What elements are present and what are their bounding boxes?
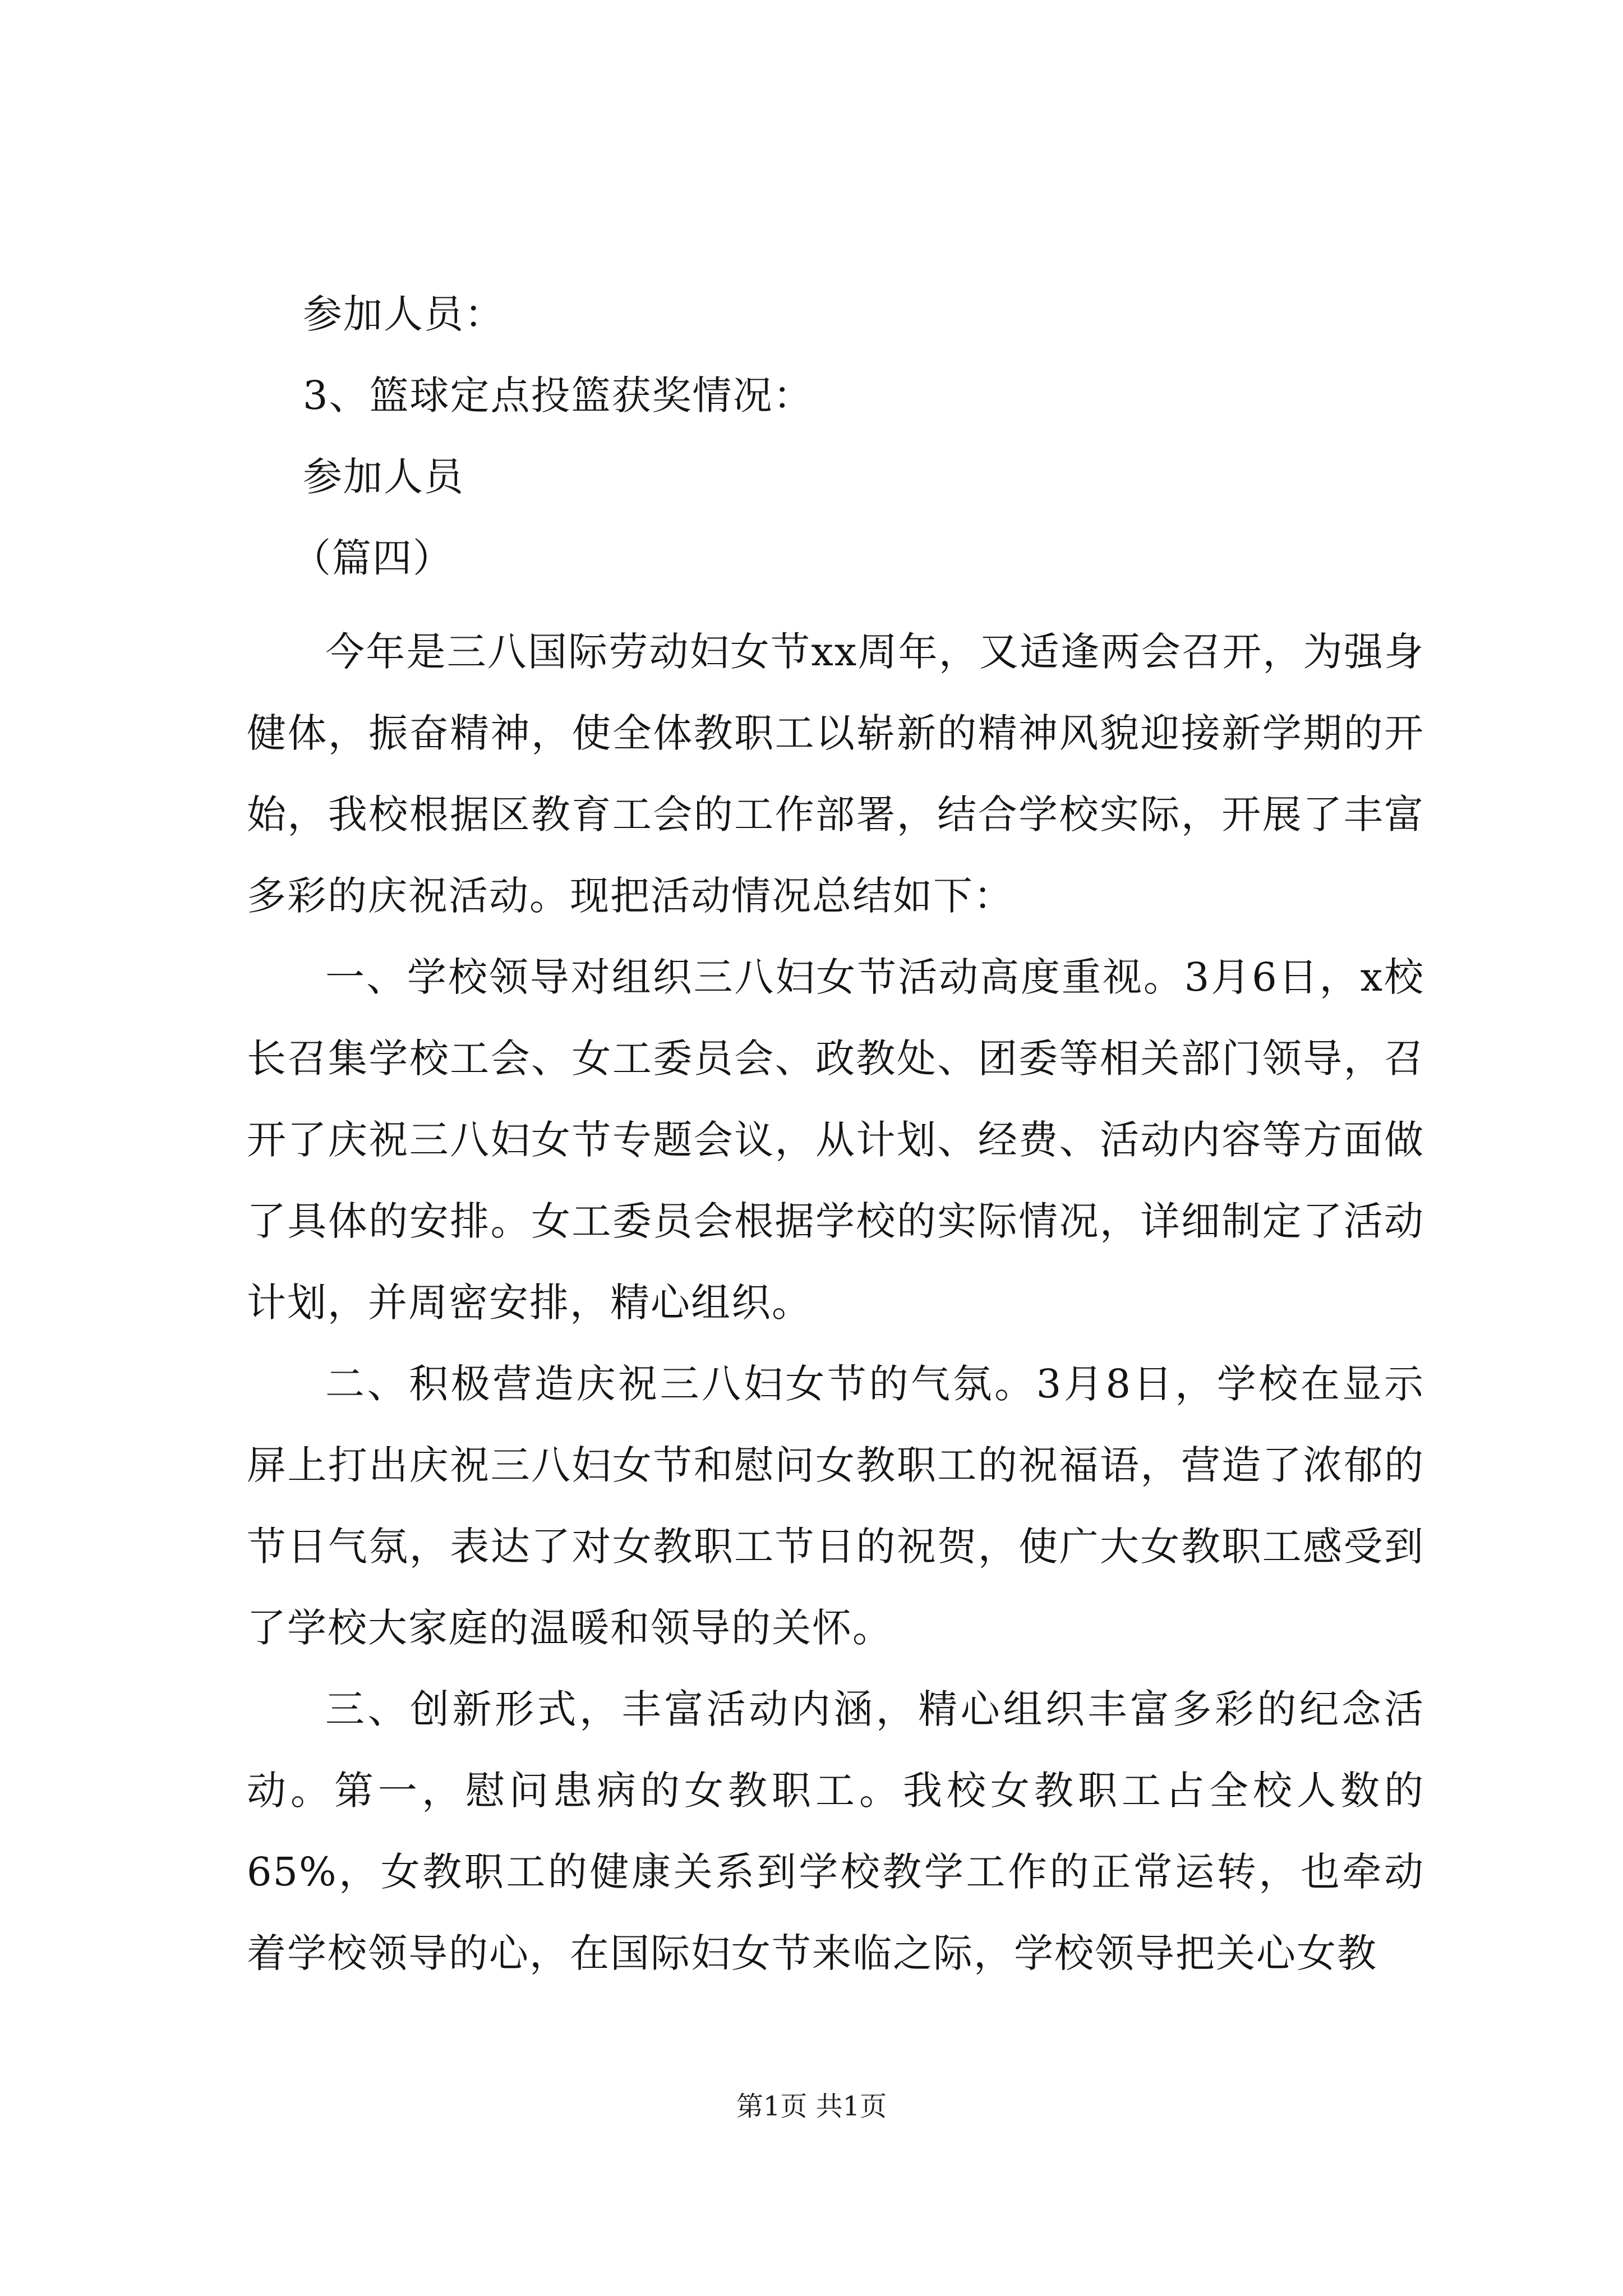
participants-line-1: 参加人员： — [303, 291, 505, 337]
document-body — [247, 286, 1424, 1994]
paragraph-section-two: 二、积极营造庆祝三八妇女节的气氛。3月8日，学校在显示屏上打出庆祝三八妇女节和慰问女教职工的祝福语，营造了浓郁的节日气氛，表达了对女教职工节日的祝贺，使广大女教职工感受到了学校大家庭的温暖和领导的关怀。 — [247, 1361, 1424, 1651]
paragraph-section-three: 三、创新形式，丰富活动内涵，精心组织丰富多彩的纪念活动。第一，慰问患病的女教职工。我校女教职工占全校人数的65%，女教职工的健康关系到学校教学工作的正常运转，也牵动着学校领导的心，在国际妇女节来临之际，学校领导把关心女教 — [247, 1686, 1424, 1976]
section-label: （篇四） — [292, 535, 453, 581]
paragraph-intro: 今年是三八国际劳动妇女节xx周年，又适逢两会召开，为强身健体，振奋精神，使全体教职工以崭新的精神风貌迎接新学期的开始，我校根据区教育工会的工作部署，结合学校实际，开展了丰富多彩的庆祝活动。现把活动情况总结如下： — [247, 629, 1424, 919]
participants-line-2: 参加人员 — [303, 454, 464, 500]
paragraph-section-one: 一、学校领导对组织三八妇女节活动高度重视。3月6日，x校长召集学校工会、女工委员会、政教处、团委等相关部门领导，召开了庆祝三八妇女节专题会议，从计划、经费、活动内容等方面做了具体的安排。女工委员会根据学校的实际情况，详细制定了活动计划，并周密安排，精心组织。 — [247, 954, 1424, 1326]
basketball-award-line: 3、篮球定点投篮获奖情况： — [303, 372, 814, 418]
page-footer: 第1页 共1页 — [736, 2091, 887, 2122]
